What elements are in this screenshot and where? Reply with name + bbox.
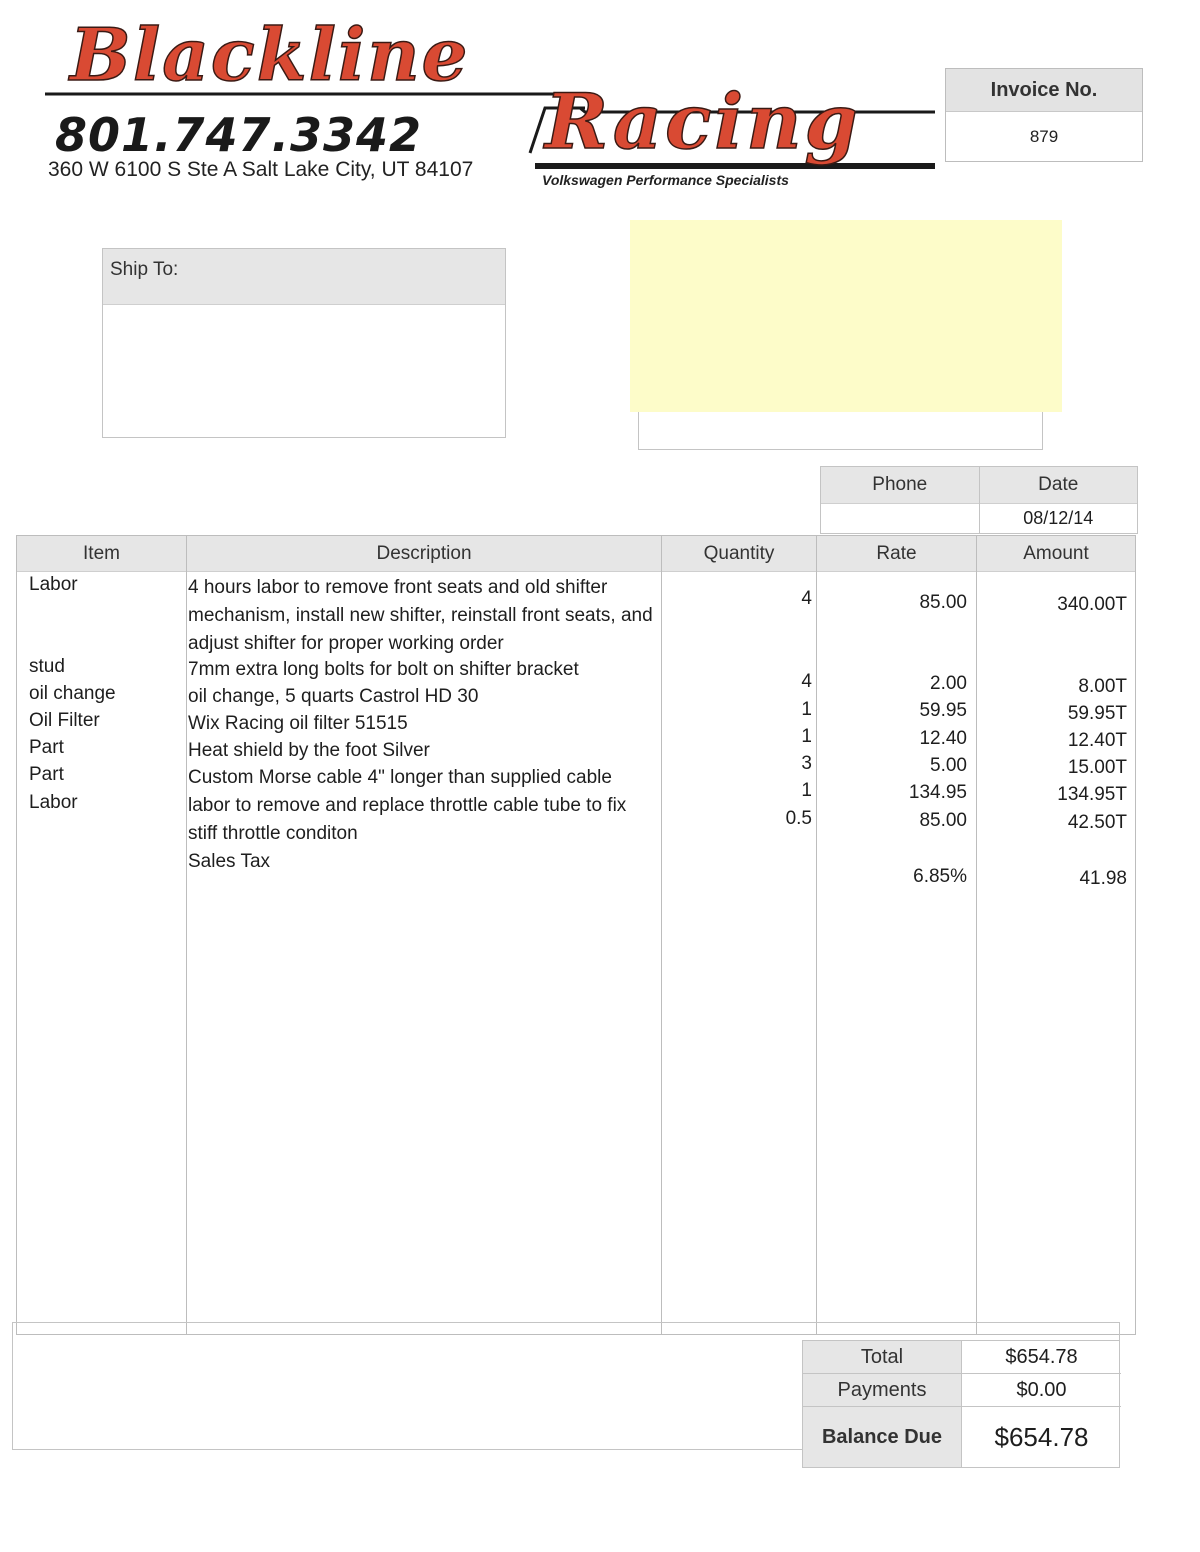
payments-value: $0.00 [1016, 1378, 1067, 1401]
row-rate: 85.00 [919, 810, 967, 831]
row-description: 7mm extra long bolts for bolt on shifter bracket [188, 659, 579, 680]
column-divider [816, 536, 817, 1334]
line-items-table [16, 535, 1136, 1335]
phone-value [821, 504, 979, 533]
header-description: Description [187, 536, 661, 572]
row-item: stud [29, 656, 65, 677]
balance-due-row [803, 1407, 1121, 1467]
ship-to-box [102, 248, 506, 438]
row-description: Heat shield by the foot Silver [188, 740, 430, 761]
invoice-number-value: 879 [1029, 127, 1059, 146]
row-description: labor to remove and replace throttle cable tube to fix stiff throttle conditon [188, 795, 627, 844]
row-amount: 12.40T [1067, 730, 1127, 751]
ship-to-label: Ship To: [103, 249, 505, 305]
row-description: Sales Tax [188, 851, 271, 872]
phone-label: Phone [821, 467, 979, 504]
row-quantity: 1 [801, 726, 812, 747]
date-label: Date [980, 467, 1138, 504]
invoice-number-label: Invoice No. [946, 69, 1142, 112]
row-quantity: 1 [801, 699, 812, 720]
row-rate: 2.00 [930, 673, 967, 694]
company-tagline: Volkswagen Performance Specialists [542, 172, 789, 188]
row-item: Oil Filter [29, 710, 100, 731]
row-quantity: 3 [801, 753, 812, 774]
phone-date-box [820, 466, 1138, 534]
total-label: Total [803, 1341, 962, 1373]
row-item: Labor [29, 574, 78, 595]
balance-due-value: $654.78 [994, 1421, 1089, 1452]
row-amount: 59.95T [1067, 703, 1127, 724]
column-divider [661, 536, 662, 1334]
row-description: oil change, 5 quarts Castrol HD 30 [188, 686, 479, 707]
header-amount: Amount [977, 536, 1135, 572]
row-amount: 134.95T [1057, 784, 1127, 805]
logo-word-racing: Racing [545, 77, 861, 166]
sticky-note [630, 220, 1062, 412]
row-quantity: 4 [801, 671, 812, 692]
row-quantity: 4 [801, 588, 812, 609]
row-description: Custom Morse cable 4" longer than supplied cable [188, 767, 612, 788]
row-item: oil change [29, 683, 116, 704]
row-rate: 5.00 [930, 755, 967, 776]
logo-word-blackline: Blackline [70, 12, 470, 97]
row-quantity: 1 [801, 780, 812, 801]
column-divider [186, 536, 187, 1334]
row-rate: 12.40 [919, 728, 967, 749]
balance-due-label: Balance Due [803, 1407, 962, 1467]
row-item: Part [29, 737, 64, 758]
company-phone: 801.747.3342 [55, 108, 423, 162]
row-rate: 6.85% [913, 866, 967, 887]
row-amount: 8.00T [1078, 676, 1127, 697]
header-item: Item [17, 536, 186, 572]
total-value: $654.78 [1005, 1345, 1078, 1368]
row-description: 4 hours labor to remove front seats and old shifter mechanism, install new shifter, reinstall front seats, and adjust shifter for proper working order [188, 577, 653, 654]
row-rate: 134.95 [908, 782, 967, 803]
row-amount: 15.00T [1067, 757, 1127, 778]
row-item: Part [29, 764, 64, 785]
total-row [803, 1341, 1121, 1374]
totals-box [802, 1340, 1120, 1468]
row-description: Wix Racing oil filter 51515 [188, 713, 408, 734]
invoice-number-box [945, 68, 1143, 162]
payments-label: Payments [803, 1374, 962, 1406]
row-rate: 59.95 [919, 700, 967, 721]
row-rate: 85.00 [919, 592, 967, 613]
column-divider [976, 536, 977, 1334]
row-amount: 340.00T [1057, 594, 1127, 615]
header-quantity: Quantity [662, 536, 816, 572]
row-quantity: 0.5 [785, 808, 812, 829]
row-amount: 42.50T [1067, 812, 1127, 833]
row-item: Labor [29, 792, 78, 813]
company-address: 360 W 6100 S Ste A Salt Lake City, UT 84107 [48, 158, 474, 181]
payments-row [803, 1374, 1121, 1407]
date-value: 08/12/14 [1023, 508, 1094, 528]
header-rate: Rate [817, 536, 976, 572]
row-amount: 41.98 [1079, 868, 1127, 889]
